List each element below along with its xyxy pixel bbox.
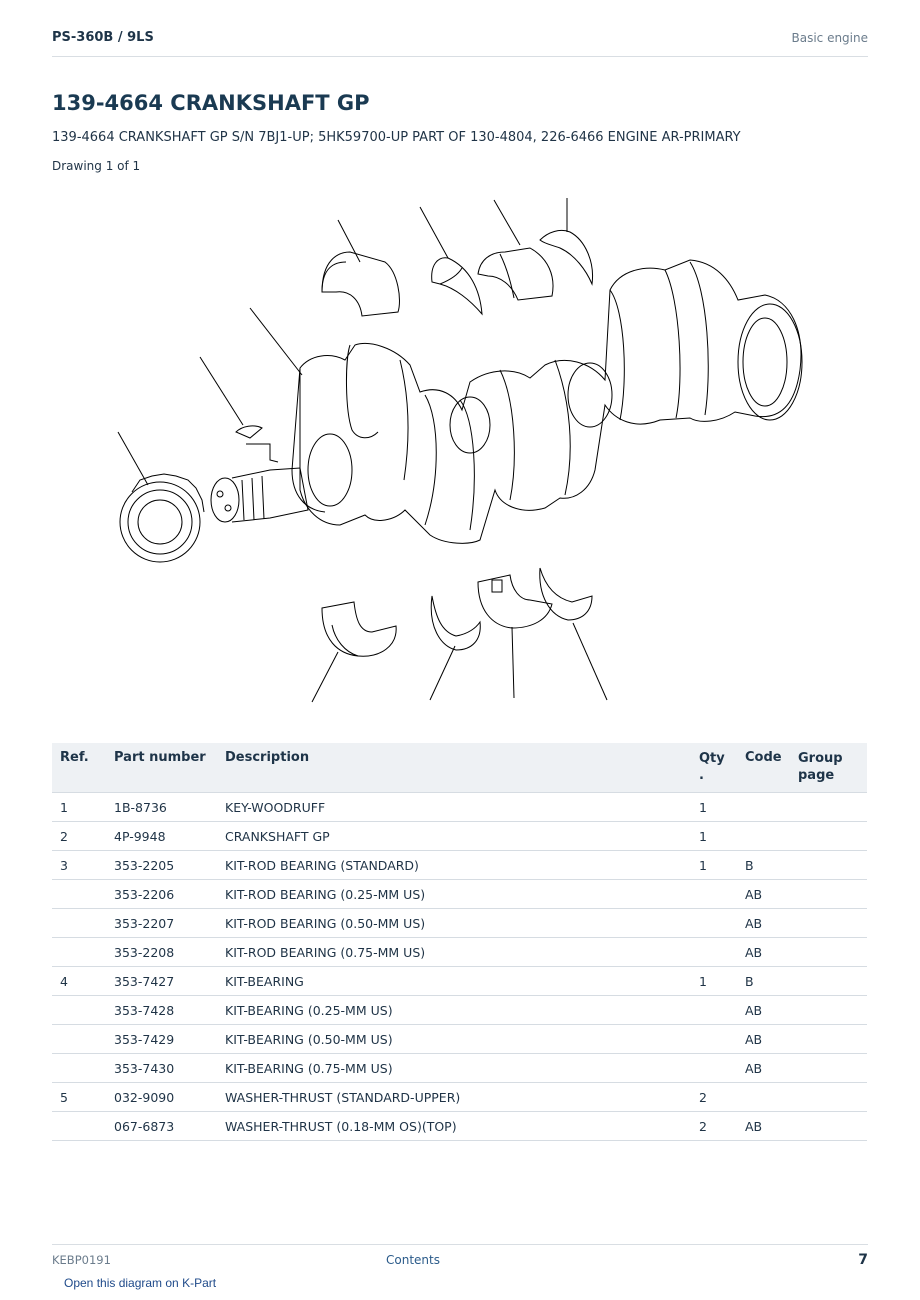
- cell-part-number: 4P-9948: [106, 822, 217, 851]
- cell-description: KIT-ROD BEARING (0.50-MM US): [217, 909, 691, 938]
- cell-code: B: [737, 851, 790, 880]
- cell-group-page: [790, 880, 867, 909]
- cell-part-number: 353-7429: [106, 1025, 217, 1054]
- cell-group-page: [790, 851, 867, 880]
- cell-ref: [52, 909, 106, 938]
- col-header-part-number: Part number: [106, 743, 217, 793]
- cell-qty: [691, 880, 737, 909]
- cell-part-number: 353-7430: [106, 1054, 217, 1083]
- contents-link[interactable]: Contents: [386, 1253, 440, 1267]
- cell-part-number: 353-2207: [106, 909, 217, 938]
- col-header-code: Code: [737, 743, 790, 793]
- cell-ref: [52, 880, 106, 909]
- cell-code: AB: [737, 880, 790, 909]
- table-header-row: [52, 743, 867, 793]
- cell-code: [737, 793, 790, 822]
- cell-part-number: 353-7427: [106, 967, 217, 996]
- cell-ref: 2: [52, 822, 106, 851]
- crankshaft-diagram: [100, 190, 820, 710]
- cell-qty: [691, 1054, 737, 1083]
- table-row: [52, 938, 867, 967]
- drawing-count: Drawing 1 of 1: [52, 159, 141, 173]
- model-label: PS-360B / 9LS: [52, 30, 154, 45]
- table-row: [52, 996, 867, 1025]
- parts-table: [52, 743, 867, 1141]
- crankshaft: [120, 260, 802, 562]
- cell-group-page: [790, 1083, 867, 1112]
- cell-code: AB: [737, 1025, 790, 1054]
- cell-part-number: 1B-8736: [106, 793, 217, 822]
- cell-qty: [691, 938, 737, 967]
- open-on-kpart-link[interactable]: Open this diagram on K-Part: [64, 1276, 217, 1290]
- cell-code: AB: [737, 1112, 790, 1141]
- cell-ref: 5: [52, 1083, 106, 1112]
- cell-part-number: 032-9090: [106, 1083, 217, 1112]
- cell-ref: [52, 1054, 106, 1083]
- cell-group-page: [790, 822, 867, 851]
- cell-ref: [52, 1112, 106, 1141]
- cell-qty: [691, 996, 737, 1025]
- cell-part-number: 353-2206: [106, 880, 217, 909]
- table-row: [52, 909, 867, 938]
- table-row: [52, 1054, 867, 1083]
- table-row: [52, 822, 867, 851]
- cell-description: KIT-ROD BEARING (STANDARD): [217, 851, 691, 880]
- page-header: [52, 28, 868, 57]
- table-row: [52, 1025, 867, 1054]
- cell-group-page: [790, 1112, 867, 1141]
- page-title: 139-4664 CRANKSHAFT GP: [52, 91, 370, 115]
- table-row: [52, 880, 867, 909]
- cell-description: KIT-ROD BEARING (0.25-MM US): [217, 880, 691, 909]
- page-number: 7: [858, 1252, 868, 1268]
- cell-description: KIT-BEARING (0.25-MM US): [217, 996, 691, 1025]
- cell-qty: 1: [691, 851, 737, 880]
- footer-divider: [52, 1244, 868, 1245]
- cell-ref: 3: [52, 851, 106, 880]
- lower-bearing-shells: [322, 568, 592, 656]
- cell-qty: 1: [691, 793, 737, 822]
- cell-code: AB: [737, 909, 790, 938]
- cell-group-page: [790, 1054, 867, 1083]
- cell-group-page: [790, 1025, 867, 1054]
- cell-ref: [52, 996, 106, 1025]
- col-header-qty: Qty .: [691, 743, 737, 793]
- cell-qty: 2: [691, 1112, 737, 1141]
- table-row: [52, 851, 867, 880]
- document-code: KEBP0191: [52, 1253, 111, 1267]
- cell-qty: [691, 1025, 737, 1054]
- cell-group-page: [790, 967, 867, 996]
- cell-description: KEY-WOODRUFF: [217, 793, 691, 822]
- cell-part-number: 067-6873: [106, 1112, 217, 1141]
- cell-description: WASHER-THRUST (0.18-MM OS)(TOP): [217, 1112, 691, 1141]
- col-header-group-page: Group page: [790, 743, 867, 793]
- cell-description: WASHER-THRUST (STANDARD-UPPER): [217, 1083, 691, 1112]
- cell-ref: 4: [52, 967, 106, 996]
- table-row: [52, 1112, 867, 1141]
- cell-code: [737, 1083, 790, 1112]
- table-row: [52, 967, 867, 996]
- cell-ref: 1: [52, 793, 106, 822]
- cell-qty: 1: [691, 822, 737, 851]
- cell-code: AB: [737, 938, 790, 967]
- leader-lines: [118, 198, 607, 702]
- col-header-description: Description: [217, 743, 691, 793]
- cell-part-number: 353-7428: [106, 996, 217, 1025]
- table-row: [52, 793, 867, 822]
- cell-code: B: [737, 967, 790, 996]
- cell-description: KIT-ROD BEARING (0.75-MM US): [217, 938, 691, 967]
- cell-code: AB: [737, 1054, 790, 1083]
- cell-code: [737, 822, 790, 851]
- cell-group-page: [790, 996, 867, 1025]
- cell-qty: 1: [691, 967, 737, 996]
- upper-bearing-shells: [322, 230, 593, 316]
- cell-part-number: 353-2205: [106, 851, 217, 880]
- cell-part-number: 353-2208: [106, 938, 217, 967]
- page-subtitle: 139-4664 CRANKSHAFT GP S/N 7BJ1-UP; 5HK59700-UP PART OF 130-4804, 226-6466 ENGINE AR-PRIMARY: [52, 130, 741, 145]
- cell-description: CRANKSHAFT GP: [217, 822, 691, 851]
- cell-group-page: [790, 793, 867, 822]
- section-label: Basic engine: [791, 31, 868, 45]
- cell-qty: 2: [691, 1083, 737, 1112]
- cell-ref: [52, 938, 106, 967]
- cell-description: KIT-BEARING: [217, 967, 691, 996]
- cell-group-page: [790, 938, 867, 967]
- cell-code: AB: [737, 996, 790, 1025]
- cell-description: KIT-BEARING (0.75-MM US): [217, 1054, 691, 1083]
- cell-ref: [52, 1025, 106, 1054]
- table-row: [52, 1083, 867, 1112]
- cell-qty: [691, 909, 737, 938]
- cell-description: KIT-BEARING (0.50-MM US): [217, 1025, 691, 1054]
- cell-group-page: [790, 909, 867, 938]
- col-header-ref: Ref.: [52, 743, 106, 793]
